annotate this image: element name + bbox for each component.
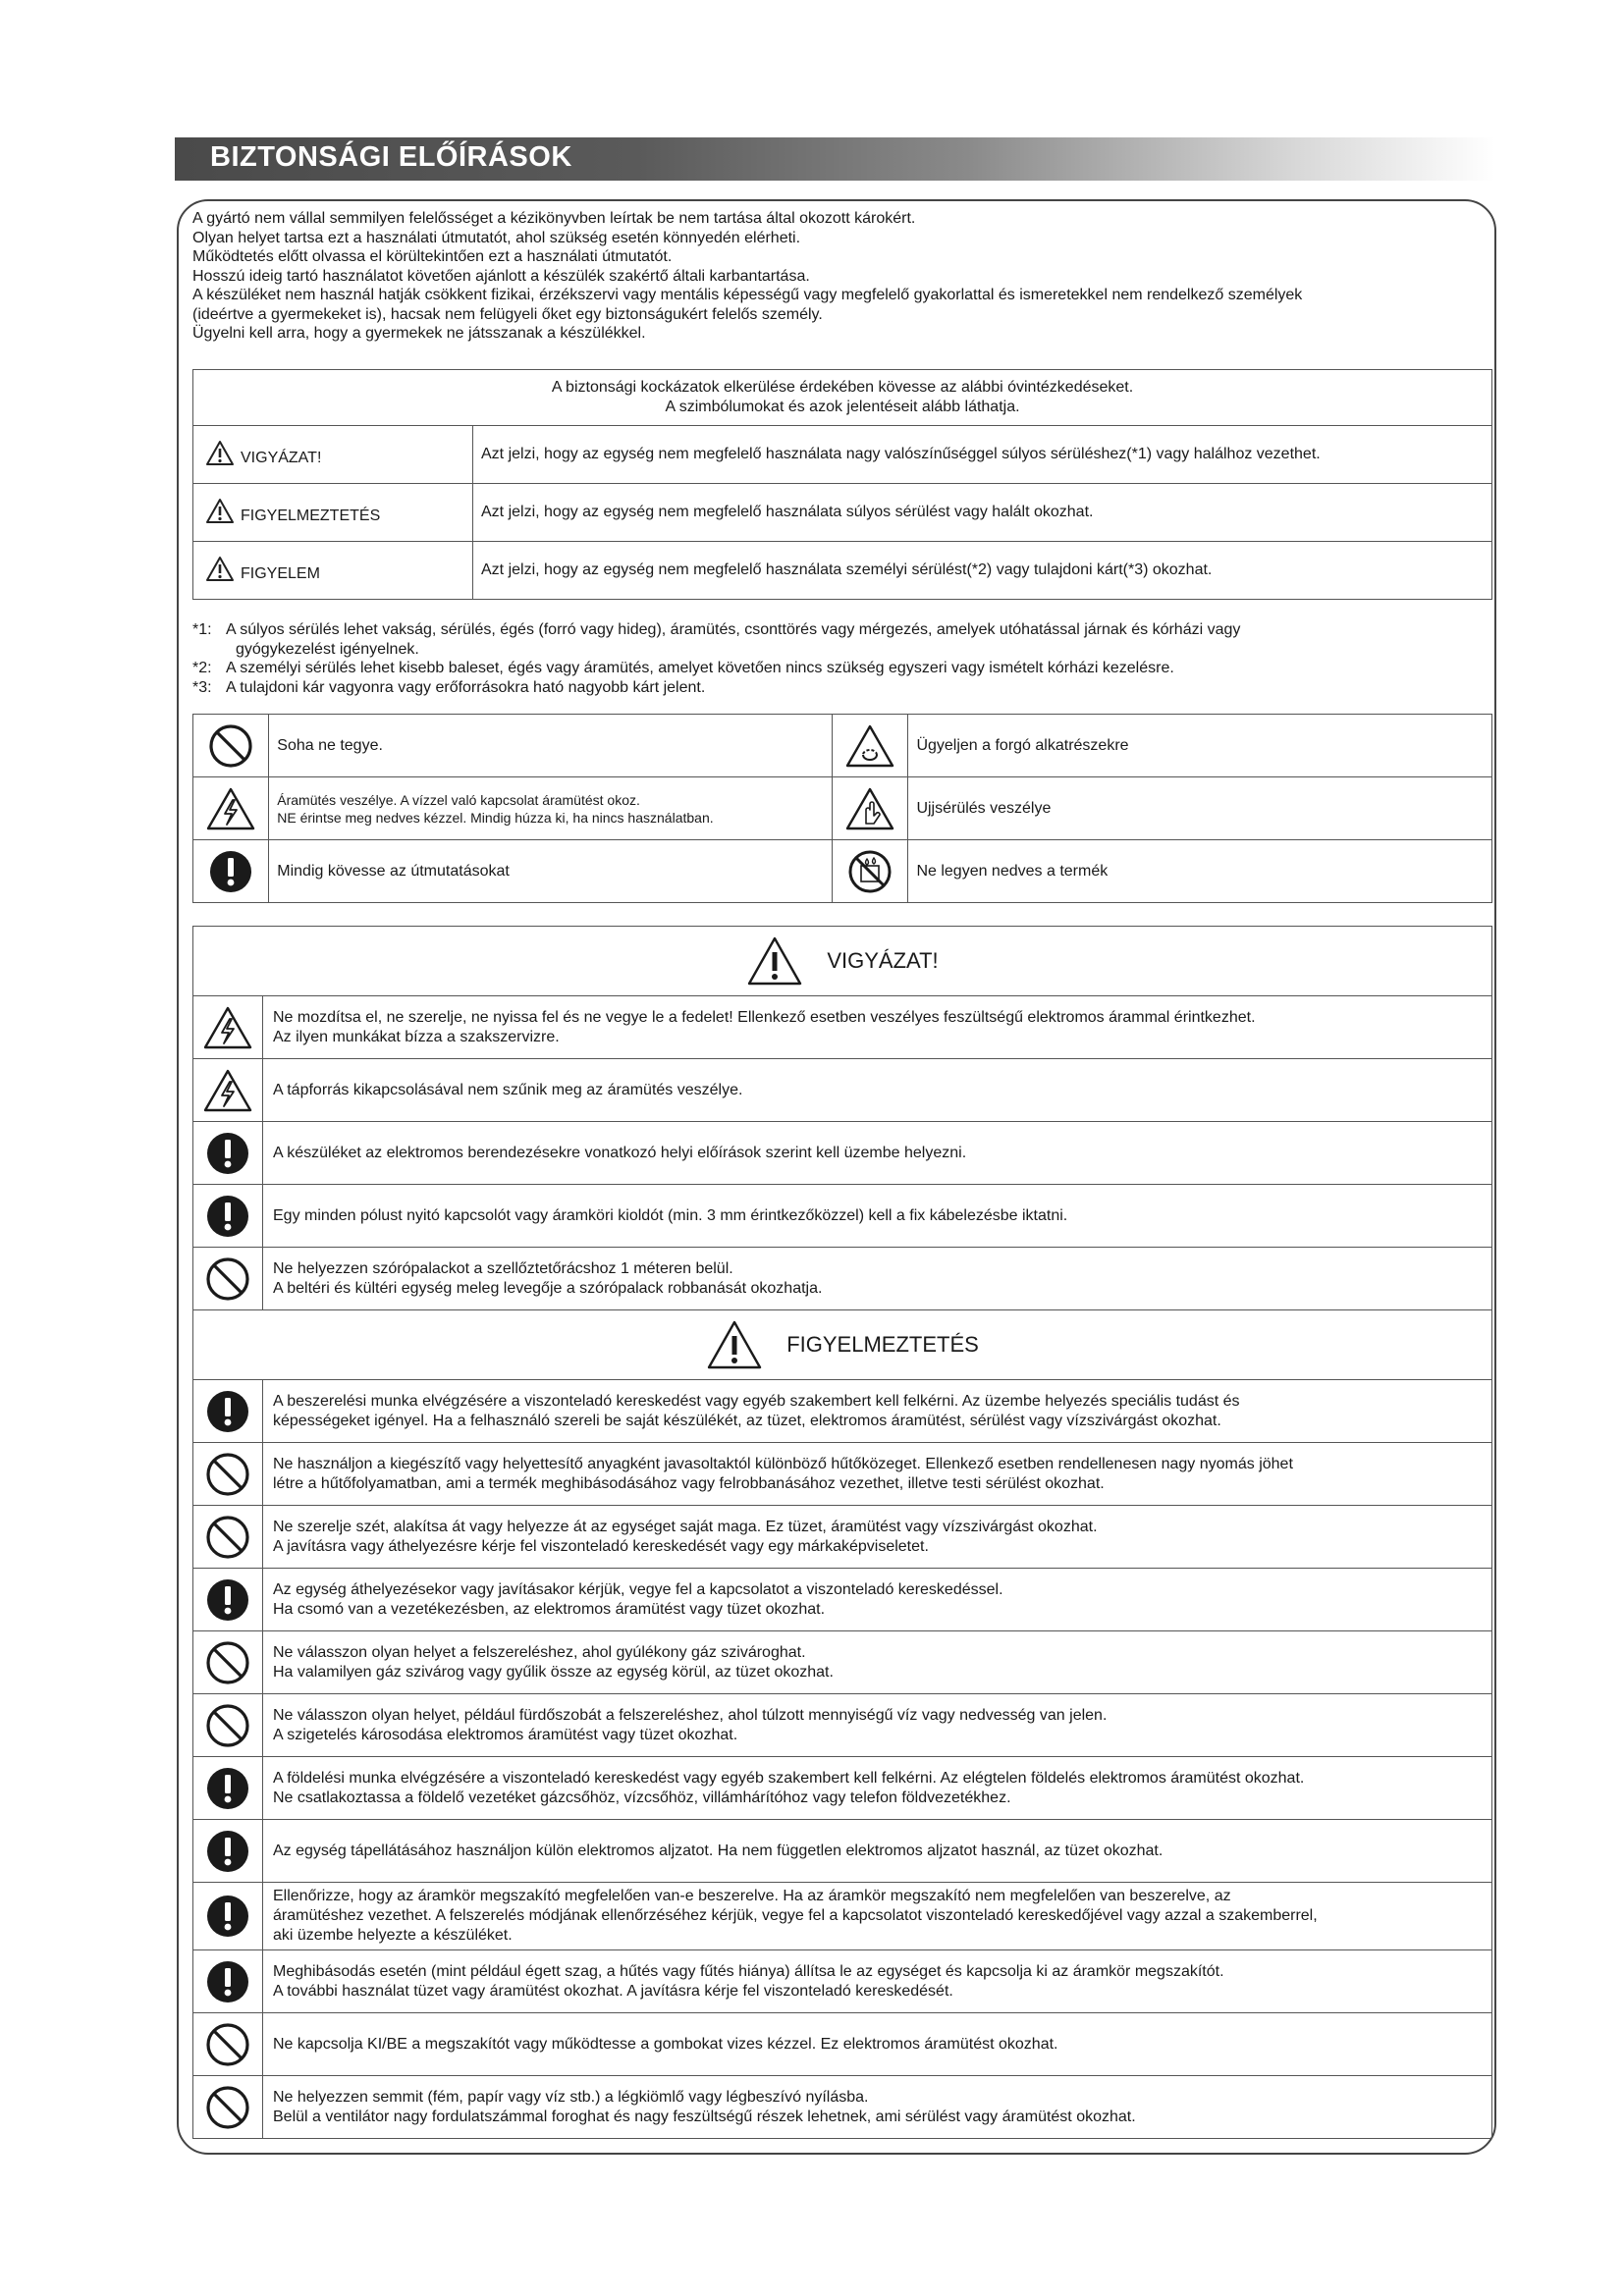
page-title: BIZTONSÁGI ELŐÍRÁSOK <box>210 141 572 173</box>
warning-text-line: létre a hűtőfolyamatban, ami a termék meghibásodásához vagy felrobbanásához vezethet, illetve testi sérülést okozhat. <box>273 1474 1105 1492</box>
electric-shock-icon <box>193 777 269 840</box>
warning-title: FIGYELMEZTETÉS <box>786 1332 979 1357</box>
warning-text <box>263 1820 1492 1883</box>
warning-text <box>263 1883 1492 1950</box>
hazard-levels-header <box>193 370 1492 426</box>
mandatory-icon <box>193 1380 263 1443</box>
mandatory-icon <box>193 1757 263 1820</box>
warning-rows <box>193 1380 1492 2139</box>
warning-text-line: A tápforrás kikapcsolásával nem szűnik meg az áramütés veszélye. <box>273 1081 743 1098</box>
warning-triangle-icon <box>205 498 235 524</box>
footnote <box>192 620 1489 659</box>
footnotes <box>192 620 1489 697</box>
symbol-description: Ne legyen nedves a termék <box>908 840 1492 903</box>
warning-text-line: Az egység tápellátásához használjon külön elektromos aljzatot. Ha nem független elektromos aljzatot használ, az tüzet okozhat. <box>273 1842 1164 1859</box>
warning-text <box>263 1059 1492 1122</box>
danger-title: VIGYÁZAT! <box>827 948 939 973</box>
warning-text-line: Ne válasszon olyan helyet, például fürdőszobát a felszereléshez, ahol túlzott mennyiségű víz vagy nedvesség van jelen. <box>273 1706 1108 1724</box>
level-warning <box>193 484 473 542</box>
prohibit-icon <box>193 1248 263 1310</box>
warning-triangle-icon <box>706 1319 763 1370</box>
rotating-parts-icon <box>833 715 908 777</box>
warning-row <box>193 2076 1492 2139</box>
warning-text-line: A földelési munka elvégzésére a viszonteladó kereskedést vagy egyéb szakembert kell felkérni. Az elégtelen földelés elektromos áramütést okozhat. <box>273 1769 1305 1787</box>
footnote-key: *3: <box>192 678 212 696</box>
warning-text-line: Ne csatlakoztassa a földelő vezetéket gázcsőhöz, vízcsőhöz, villámhárítóhoz vagy telefon földvezetékhez. <box>273 1789 1011 1806</box>
warning-text <box>263 1631 1492 1694</box>
footnote <box>192 659 1489 678</box>
prohibit-icon <box>193 1506 263 1569</box>
intro-line: Olyan helyet tartsa ezt a használati útmutatót, ahol szükség esetén könnyedén elérheti. <box>192 229 801 246</box>
prohibit-icon <box>193 1694 263 1757</box>
symbol-description: Ügyeljen a forgó alkatrészekre <box>908 715 1492 777</box>
warning-text-line: A készüléket az elektromos berendezésekre vonatkozó helyi előírások szerint kell üzembe helyezni. <box>273 1144 967 1161</box>
warning-row <box>193 1122 1492 1185</box>
warning-text-line: Ha csomó van a vezetékezésben, az elektromos áramütést vagy tüzet okozhat. <box>273 1600 826 1618</box>
warning-text-line: Ne szerelje szét, alakítsa át vagy helyezze át az egységet saját maga. Ez tüzet, áramütést vagy vízszivárgást okozhat. <box>273 1518 1098 1535</box>
hazard-levels-header-line: A szimbólumokat és azok jelentéseit alább láthatja. <box>665 399 1020 415</box>
warning-row <box>193 1443 1492 1506</box>
electric-shock-icon <box>193 996 263 1059</box>
footnote-text: gyógykezelést igényelnek. <box>236 640 419 658</box>
prohibit-icon <box>193 1443 263 1506</box>
warning-text <box>263 1694 1492 1757</box>
warning-text-line: A beltéri és kültéri egység meleg levegője a szórópalack robbanását okozhatja. <box>273 1279 823 1297</box>
warning-triangle-icon <box>205 440 235 466</box>
symbol-description: Soha ne tegye. <box>269 715 833 777</box>
warning-row <box>193 1506 1492 1569</box>
level-danger <box>193 426 473 484</box>
warning-triangle-icon <box>205 556 235 582</box>
warning-text-line: aki üzembe helyezte a készüléket. <box>273 1927 513 1944</box>
warning-text-line: Ellenőrizze, hogy az áramkör megszakító megfelelően van-e beszerelve. Ha az áramkör megszakító nem megfelelően van beszerelve, az <box>273 1888 1231 1904</box>
warning-text-line: áramütéshez vezethet. A felszerelés módjának ellenőrzéséhez kérjük, vegye fel a kapcsolatot viszonteladó kereskedőjével vagy azzal a szakemberrel, <box>273 1907 1318 1924</box>
prohibit-icon <box>193 2013 263 2076</box>
warning-text <box>263 1757 1492 1820</box>
warning-text-line: Ne használjon a kiegészítő vagy helyettesítő anyagként javasoltaktól különböző hűtőközeget. Ellenkező esetben rendellenesen nagy nyomás jöhet <box>273 1455 1293 1472</box>
warnings-table <box>192 926 1492 2139</box>
warning-text-line: Az egység áthelyezésekor vagy javításakor kérjük, vegye fel a kapcsolatot a viszonteladó kereskedéssel. <box>273 1580 1003 1598</box>
warning-text <box>263 2013 1492 2076</box>
level-caution <box>193 542 473 600</box>
mandatory-icon <box>193 840 269 903</box>
warning-row <box>193 1185 1492 1248</box>
warning-text-line: A további használat tüzet vagy áramütést okozhat. A javításra kérje fel viszonteladó kereskedését. <box>273 1982 953 2000</box>
warning-row <box>193 1569 1492 1631</box>
hazard-levels-header-line: A biztonsági kockázatok elkerülése érdekében kövesse az alábbi óvintézkedéseket. <box>551 379 1134 396</box>
level-description: Azt jelzi, hogy az egység nem megfelelő használata személyi sérülést(*2) vagy tulajdoni kárt(*3) okozhat. <box>473 542 1492 600</box>
level-name: FIGYELEM <box>241 565 320 582</box>
warning-row <box>193 996 1492 1059</box>
no-wet-icon <box>833 840 908 903</box>
danger-rows <box>193 996 1492 1310</box>
prohibit-icon <box>193 715 269 777</box>
symbol-description: Mindig kövesse az útmutatásokat <box>269 840 833 903</box>
warning-text-line: A szigetelés károsodása elektromos áramütést vagy tüzet okozhat. <box>273 1726 738 1743</box>
warning-text-line: A beszerelési munka elvégzésére a viszonteladó kereskedést vagy egyéb szakembert kell felkérni. Az üzembe helyezés speciális tudást és <box>273 1392 1240 1410</box>
warning-text-line: Ne válasszon olyan helyet a felszereléshez, ahol gyúlékony gáz szivároghat. <box>273 1643 806 1661</box>
warning-text-line: Egy minden pólust nyitó kapcsolót vagy áramköri kioldót (min. 3 mm érintkezőközzel) kell a fix kábelezésbe iktatni. <box>273 1206 1068 1224</box>
level-name: FIGYELMEZTETÉS <box>241 507 381 524</box>
symbol-description <box>269 777 833 840</box>
danger-banner <box>193 927 1492 996</box>
warning-row <box>193 1950 1492 2013</box>
prohibit-icon <box>193 1631 263 1694</box>
finger-injury-icon <box>833 777 908 840</box>
warning-text <box>263 1443 1492 1506</box>
warning-row <box>193 1883 1492 1950</box>
prohibit-icon <box>193 2076 263 2139</box>
intro-text <box>192 209 1489 344</box>
warning-text <box>263 1185 1492 1248</box>
warning-text-line: Ne kapcsolja KI/BE a megszakítót vagy működtesse a gombokat vizes kézzel. Ez elektromos áramütést okozhat. <box>273 2035 1058 2053</box>
warning-text <box>263 996 1492 1059</box>
footnote-key: *2: <box>192 660 212 676</box>
symbol-description-line: Áramütés veszélye. A vízzel való kapcsolat áramütést okoz. <box>277 791 640 808</box>
level-description: Azt jelzi, hogy az egység nem megfelelő használata nagy valószínűséggel súlyos sérüléshez(*1) vagy halálhoz vezethet. <box>473 426 1492 484</box>
warning-banner <box>193 1310 1492 1380</box>
warning-text-line: Ne helyezzen szórópalackot a szellőztetőrácshoz 1 méteren belül. <box>273 1259 733 1277</box>
warning-text-line: A javításra vagy áthelyezésre kérje fel viszonteladó kereskedését vagy egy márkaképviseletet. <box>273 1537 929 1555</box>
warning-row <box>193 2013 1492 2076</box>
level-description: Azt jelzi, hogy az egység nem megfelelő használata súlyos sérülést vagy halált okozhat. <box>473 484 1492 542</box>
mandatory-icon <box>193 1820 263 1883</box>
warning-text-line: Ha valamilyen gáz szivárog vagy gyűlik össze az egység körül, az tüzet okozhat. <box>273 1663 834 1681</box>
footnote-text: A tulajdoni kár vagyonra vagy erőforrásokra ható nagyobb kárt jelent. <box>226 678 706 696</box>
intro-line: Hosszú ideig tartó használatot követően ajánlott a készülék szakértő általi karbantartása. <box>192 267 810 285</box>
footnote-text: A súlyos sérülés lehet vakság, sérülés, égés (forró vagy hideg), áramütés, csonttörés vagy mérgezés, amelyek utóhatással járnak és kórházi vagy <box>226 621 1241 638</box>
footnote <box>192 678 1489 698</box>
warning-text-line: Meghibásodás esetén (mint például égett szag, a hűtés vagy fűtés hiánya) állítsa le az egységet és kapcsolja ki az áramkör megszakítót. <box>273 1962 1224 1980</box>
warning-text <box>263 1248 1492 1310</box>
intro-line: (ideértve a gyermekeket is), hacsak nem felügyeli őket egy biztonságukért felelős személy. <box>192 305 823 323</box>
electric-shock-icon <box>193 1059 263 1122</box>
intro-line: A gyártó nem vállal semmilyen felelősséget a kézikönyvben leírtak be nem tartása által okozott károkért. <box>192 210 916 227</box>
warning-text-line: képességeket igényel. Ha a felhasználó szereli be saját készülékét, az tüzet, elektromos áramütést, sérülést vagy vízszivárgást okozhat. <box>273 1412 1221 1429</box>
warning-triangle-icon <box>746 935 803 987</box>
warning-text-line: Belül a ventilátor nagy fordulatszámmal foroghat és nagy feszültségű részek lehetnek, ami sérülést vagy áramütést okozhat. <box>273 2108 1136 2125</box>
warning-text <box>263 1569 1492 1631</box>
mandatory-icon <box>193 1569 263 1631</box>
hazard-levels-table <box>192 369 1492 600</box>
warning-row <box>193 1059 1492 1122</box>
header-bar <box>175 137 1495 181</box>
footnote-text: A személyi sérülés lehet kisebb baleset, égés vagy áramütés, amelyet követően nincs szükség egyszeri vagy ismételt kórházi kezelésre. <box>226 660 1174 676</box>
warning-text <box>263 1506 1492 1569</box>
mandatory-icon <box>193 1950 263 2013</box>
warning-text-line: Ne helyezzen semmit (fém, papír vagy víz stb.) a légkiömlő vagy légbeszívó nyílásba. <box>273 2088 869 2106</box>
mandatory-icon <box>193 1122 263 1185</box>
warning-row <box>193 1820 1492 1883</box>
warning-text <box>263 1950 1492 2013</box>
footnote-key: *1: <box>192 621 212 638</box>
warning-row <box>193 1757 1492 1820</box>
symbol-description: Ujjsérülés veszélye <box>908 777 1492 840</box>
intro-line: Ügyelni kell arra, hogy a gyermekek ne játsszanak a készülékkel. <box>192 325 646 342</box>
warning-row <box>193 1694 1492 1757</box>
intro-line: Működtetés előtt olvassa el körültekintően ezt a használati útmutatót. <box>192 248 673 265</box>
warning-text <box>263 1122 1492 1185</box>
warning-row <box>193 1631 1492 1694</box>
mandatory-icon <box>193 1883 263 1950</box>
warning-text-line: Az ilyen munkákat bízza a szakszervizre. <box>273 1028 560 1045</box>
warning-row <box>193 1248 1492 1310</box>
warning-row <box>193 1380 1492 1443</box>
intro-line: A készüléket nem használ hatják csökkent fizikai, érzékszervi vagy mentális képességű vagy megfelelő gyakorlattal és ismeretekkel nem rendelkező személyek <box>192 287 1303 303</box>
mandatory-icon <box>193 1185 263 1248</box>
warning-text <box>263 1380 1492 1443</box>
warning-text <box>263 2076 1492 2139</box>
level-name: VIGYÁZAT! <box>241 450 322 466</box>
symbols-table <box>192 714 1492 903</box>
symbol-description-line: NE érintse meg nedves kézzel. Mindig húzza ki, ha nincs használatban. <box>277 809 714 826</box>
warning-text-line: Ne mozdítsa el, ne szerelje, ne nyissa fel és ne vegye le a fedelet! Ellenkező esetben veszélyes feszültségű elektromos árammal érintkezhet. <box>273 1008 1256 1026</box>
